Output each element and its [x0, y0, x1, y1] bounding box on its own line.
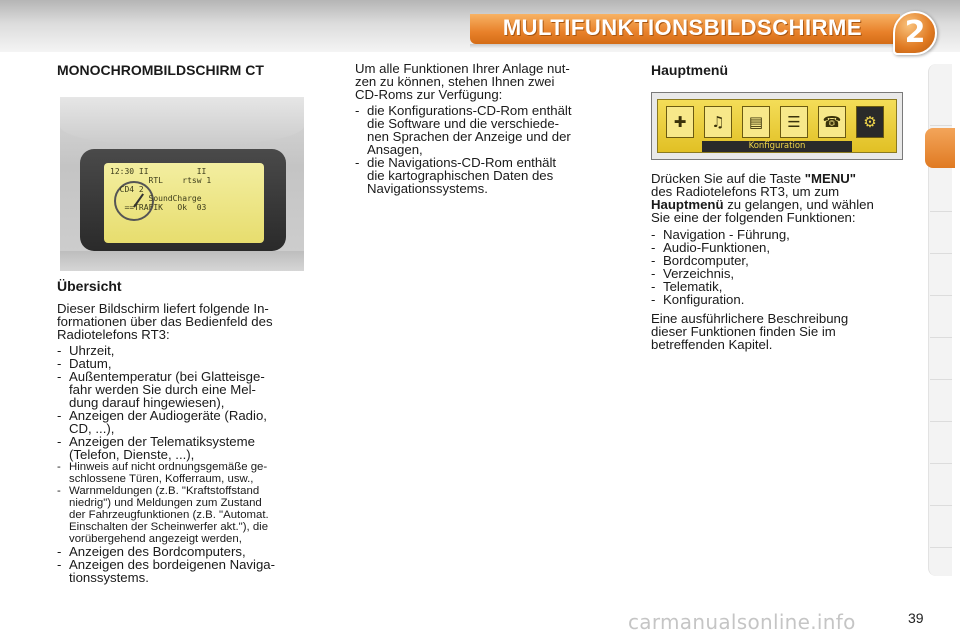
list-item-line: schlossene Türen, Kofferraum, usw.,	[69, 473, 254, 485]
bordcomputer-icon: ▤	[742, 106, 770, 138]
dashboard-base	[60, 251, 304, 271]
list-item-line: - Datum,	[69, 356, 112, 371]
header-band-shadow	[470, 44, 900, 48]
list-item-line: - Anzeigen der Audiogeräte (Radio,	[69, 408, 267, 423]
list-item-line: - Anzeigen des bordeigenen Naviga-	[69, 557, 276, 572]
list-item-line: - Uhrzeit,	[69, 343, 115, 358]
list-item-line: fahr werden Sie durch eine Mel-	[69, 382, 256, 397]
list-item-line: - Anzeigen des Bordcomputers,	[69, 544, 246, 559]
intro-line: formationen über das Bedienfeld des	[57, 314, 273, 329]
list-item-line: vorübergehend angezeigt werden,	[69, 533, 242, 545]
list-item	[57, 435, 309, 461]
list-item: - Navigation - Führung,	[651, 228, 903, 241]
list-item-line: - Hinweis auf nicht ordnungsgemäße ge-	[69, 461, 268, 473]
list-item-line: der Fahrzeugfunktionen (z.B. "Automat.	[69, 509, 269, 521]
directory-icon: ☰	[780, 106, 808, 138]
chapter-badge: 2	[893, 11, 937, 55]
audio-icon: ♫	[704, 106, 732, 138]
instruction-line: Sie eine der folgenden Funktionen:	[651, 210, 856, 225]
list-item-line: Ansagen,	[367, 142, 423, 157]
side-tab-6[interactable]	[930, 298, 952, 338]
dashboard-top	[60, 97, 304, 145]
instruction-text: zu gelangen, und wählen	[723, 197, 874, 212]
closing-line: Eine ausführlichere Beschreibung	[651, 311, 849, 326]
intro-paragraph	[57, 302, 309, 341]
dashboard-display-photo	[60, 97, 304, 271]
list-item-line: - Warnmeldungen (z.B. "Kraftstoffstand	[69, 485, 260, 497]
intro-line: Radiotelefons RT3:	[57, 327, 170, 342]
navigation-icon: ✚	[666, 106, 694, 138]
side-tab-5[interactable]	[930, 256, 952, 296]
list-item-line: die kartographischen Daten des	[367, 168, 554, 183]
list-item-line: - die Navigations-CD-Rom enthält	[367, 155, 557, 170]
closing-line: dieser Funktionen finden Sie im	[651, 324, 836, 339]
list-item	[57, 409, 309, 435]
hauptmenue-term: Hauptmenü	[651, 197, 724, 212]
lcd-text: 12:30 II II RTL rtsw 1 CD4 2 SoundCharge ==TRAFIK Ok 03	[110, 167, 212, 212]
side-tab-7[interactable]	[930, 340, 952, 380]
side-tab-4[interactable]	[930, 214, 952, 254]
list-item-line: tionssystems.	[69, 570, 149, 585]
function-list	[651, 228, 903, 306]
intro-line: Dieser Bildschirm liefert folgende In-	[57, 301, 269, 316]
menu-key-label: "MENU"	[804, 171, 857, 186]
menu-lcd	[657, 99, 897, 153]
list-item: - Telematik,	[651, 280, 903, 293]
list-item-line: Navigationssystems.	[367, 181, 488, 196]
intro-line: zen zu können, stehen Ihnen zwei	[355, 74, 555, 89]
cdrom-list	[355, 104, 607, 195]
feature-list	[57, 344, 309, 584]
list-item: - Audio-Funktionen,	[651, 241, 903, 254]
section-heading-monochrom: MONOCHROMBILDSCHIRM CT	[57, 62, 264, 78]
menu-instructions	[651, 172, 903, 224]
side-tab-2-active[interactable]	[925, 128, 955, 168]
list-item-line: (Telefon, Dienste, ...),	[69, 447, 195, 462]
list-item-line: die Software und die verschiede-	[367, 116, 560, 131]
menu-selected-label: Konfiguration	[702, 141, 852, 152]
list-item: - Bordcomputer,	[651, 254, 903, 267]
list-item	[57, 370, 309, 409]
list-item	[355, 104, 607, 156]
section-heading-uebersicht: Übersicht	[57, 278, 122, 294]
side-tab-3[interactable]	[930, 172, 952, 212]
side-tab-1[interactable]	[930, 86, 952, 126]
list-item-line: nen Sprachen der Anzeige und der	[367, 129, 571, 144]
list-item-line: - Anzeigen der Telematiksysteme	[69, 434, 255, 449]
watermark: carmanualsonline.info	[628, 610, 856, 634]
instruction-text: Drücken Sie auf die Taste	[651, 171, 805, 186]
configuration-icon: ⚙	[856, 106, 884, 138]
list-item-line: CD, ...),	[69, 421, 115, 436]
list-item	[57, 461, 309, 485]
side-tab-11[interactable]	[930, 508, 952, 548]
list-item-line: Einschalten der Scheinwerfer akt."), die	[69, 521, 269, 533]
side-tab-10[interactable]	[930, 466, 952, 506]
side-tab-9[interactable]	[930, 424, 952, 464]
page-title: MULTIFUNKTIONSBILDSCHIRME	[502, 15, 862, 40]
list-item	[355, 156, 607, 195]
intro-line: Um alle Funktionen Ihrer Anlage nut-	[355, 61, 570, 76]
cdrom-intro-paragraph	[355, 62, 607, 101]
intro-line: CD-Roms zur Verfügung:	[355, 87, 503, 102]
list-item: - Verzeichnis,	[651, 267, 903, 280]
list-item-line: - die Konfigurations-CD-Rom enthält	[367, 103, 572, 118]
list-item-line: - Außentemperatur (bei Glatteisge-	[69, 369, 265, 384]
list-item-line: niedrig") und Meldungen zum Zustand	[69, 497, 262, 509]
list-item	[57, 485, 309, 545]
side-tab-8[interactable]	[930, 382, 952, 422]
page-number: 39	[908, 610, 924, 626]
section-heading-hauptmenue: Hauptmenü	[651, 62, 728, 78]
instruction-line: des Radiotelefons RT3, um zum	[651, 184, 840, 199]
list-item-line: dung darauf hingewiesen),	[69, 395, 225, 410]
list-item: - Konfiguration.	[651, 293, 903, 306]
list-item	[57, 558, 309, 584]
closing-paragraph	[651, 312, 903, 351]
telematics-icon: ☎	[818, 106, 846, 138]
main-menu-screen-image	[651, 92, 903, 160]
closing-line: betreffenden Kapitel.	[651, 337, 773, 352]
